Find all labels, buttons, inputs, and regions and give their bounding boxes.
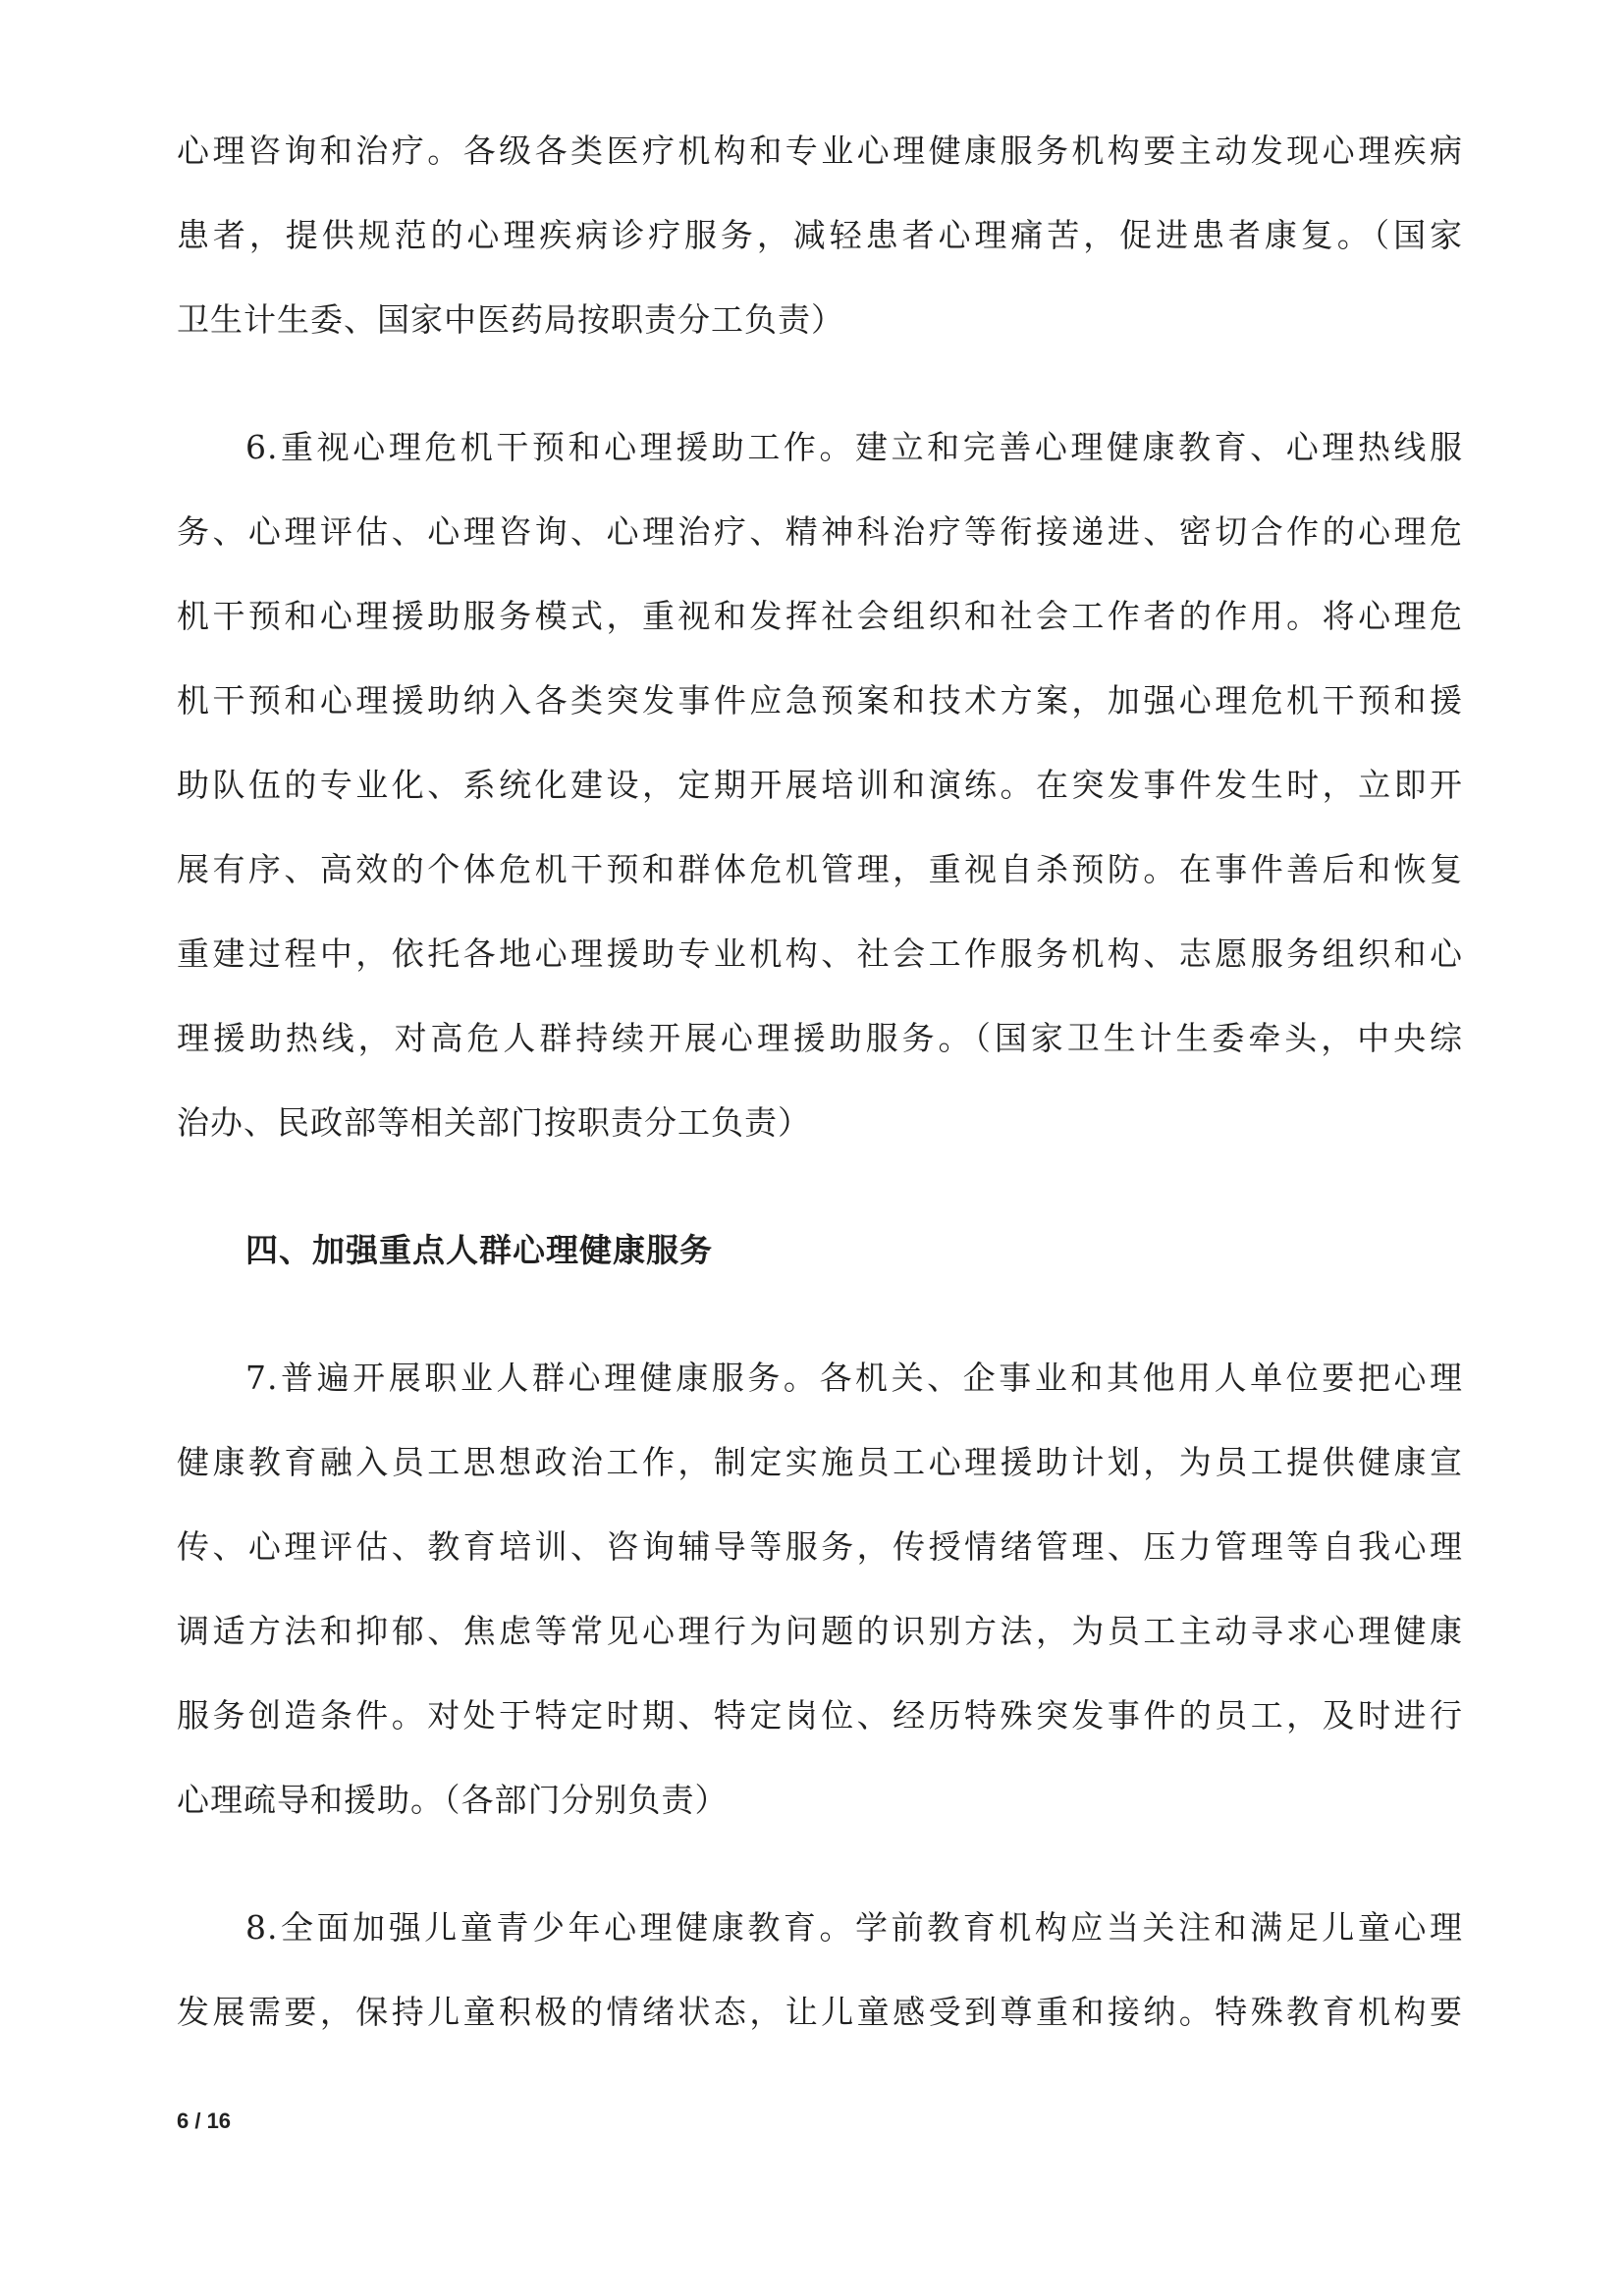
paragraph-line: 理援助热线，对高危人群持续开展心理援助服务。（国家卫生计生委牵头，中央综 <box>177 1019 1463 1057</box>
paragraph-line: 传、心理评估、教育培训、咨询辅导等服务，传授情绪管理、压力管理等自我心理 <box>177 1527 1463 1566</box>
paragraph-line: 助队伍的专业化、系统化建设，定期开展培训和演练。在突发事件发生时，立即开 <box>177 766 1463 804</box>
paragraph-line: 机干预和心理援助纳入各类突发事件应急预案和技术方案，加强心理危机干预和援 <box>177 681 1463 720</box>
paragraph-line: 展有序、高效的个体危机干预和群体危机管理，重视自杀预防。在事件善后和恢复 <box>177 850 1463 888</box>
paragraph-line: 患者，提供规范的心理疾病诊疗服务，减轻患者心理痛苦，促进患者康复。（国家 <box>177 216 1463 254</box>
paragraph-line: 心理咨询和治疗。各级各类医疗机构和专业心理健康服务机构要主动发现心理疾病 <box>177 132 1463 170</box>
paragraph-line: 务、心理评估、心理咨询、心理治疗、精神科治疗等衔接递进、密切合作的心理危 <box>177 512 1463 551</box>
paragraph-line: 卫生计生委、国家中医药局按职责分工负责） <box>177 300 844 339</box>
paragraph-line: 6.重视心理危机干预和心理援助工作。建立和完善心理健康教育、心理热线服 <box>245 428 1463 466</box>
paragraph-line: 服务创造条件。对处于特定时期、特定岗位、经历特殊突发事件的员工，及时进行 <box>177 1696 1463 1735</box>
section-heading: 四、加强重点人群心理健康服务 <box>245 1231 713 1269</box>
paragraph-line: 调适方法和抑郁、焦虑等常见心理行为问题的识别方法，为员工主动寻求心理健康 <box>177 1612 1463 1650</box>
paragraph-line: 发展需要，保持儿童积极的情绪状态，让儿童感受到尊重和接纳。特殊教育机构要 <box>177 1993 1463 2031</box>
paragraph-line: 机干预和心理援助服务模式，重视和发挥社会组织和社会工作者的作用。将心理危 <box>177 597 1463 635</box>
page-number: 6 / 16 <box>177 2109 232 2133</box>
paragraph-line: 7.普遍开展职业人群心理健康服务。各机关、企事业和其他用人单位要把心理 <box>245 1359 1463 1397</box>
paragraph-line: 治办、民政部等相关部门按职责分工负责） <box>177 1103 811 1142</box>
paragraph-line: 8.全面加强儿童青少年心理健康教育。学前教育机构应当关注和满足儿童心理 <box>245 1908 1463 1947</box>
paragraph-line: 健康教育融入员工思想政治工作，制定实施员工心理援助计划，为员工提供健康宣 <box>177 1443 1463 1481</box>
paragraph-line: 重建过程中，依托各地心理援助专业机构、社会工作服务机构、志愿服务组织和心 <box>177 934 1463 973</box>
paragraph-line: 心理疏导和援助。（各部门分别负责） <box>177 1781 729 1819</box>
